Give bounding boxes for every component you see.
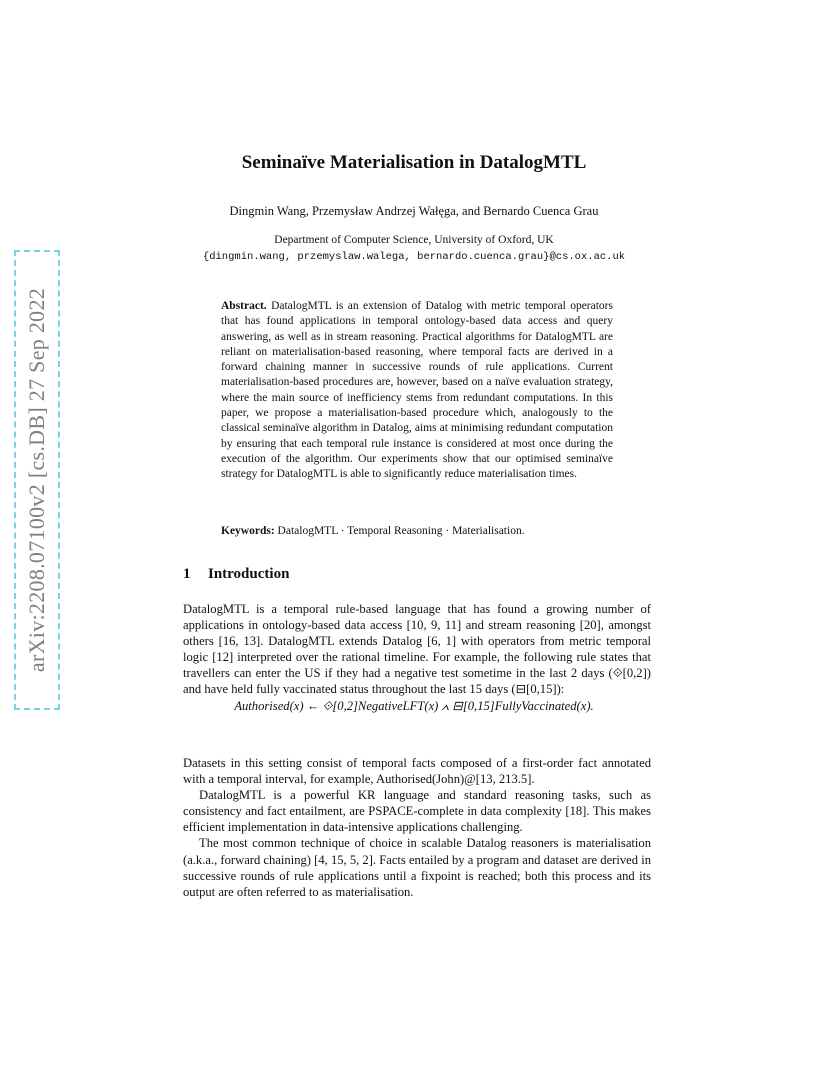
keywords [221, 525, 613, 537]
paragraph-1: DatalogMTL is a temporal rule-based language that has found a growing number of applications in ontology-based data access [10, 9, 11] and stream reasoning [20], amongst others [16, 13]. DatalogMTL extends Datalog [6, 1] with operators from metric temporal logic [12] interpreted over the rational timeline. For example, the following rule states that travellers can enter the US if they had a negative test sometime in the last 2 days (⟐[0,2]) and have held fully vaccinated status throughout the last 15 days (⊟[0,15]): [183, 602, 651, 697]
affiliation: Department of Computer Science, University of Oxford, UK [274, 234, 554, 246]
email: {dingmin.wang, przemyslaw.walega, bernardo.cuenca.grau}@cs.ox.ac.uk [202, 251, 626, 263]
paragraph-3: DatalogMTL is a powerful KR language and standard reasoning tasks, such as consistency and fact entailment, are PSPACE-complete in data complexity [18]. This makes efficient implementation in data-intensive applications challenging. [183, 788, 651, 835]
formula: Authorised(x) ← ⟐[0,2]NegativeLFT(x) ∧ ⊟[0,15]FullyVaccinated(x). [234, 699, 594, 713]
section-title: Introduction [208, 566, 290, 582]
arxiv-stamp [14, 250, 60, 710]
paragraph-4: The most common technique of choice in scalable Datalog reasoners is materialisation (a.k.a., forward chaining) [4, 15, 5, 2]. Facts entailed by a program and dataset are derived in successive rounds of rule applications until a fixpoint is reached; both this process and its output are often referred to as materialisation. [183, 836, 651, 899]
paragraph-2: Datasets in this setting consist of temporal facts composed of a first-order fact annotated with a temporal interval, for example, Authorised(John)@[13, 213.5]. [183, 756, 651, 787]
body-paragraphs [183, 755, 651, 900]
abstract-text: DatalogMTL is an extension of Datalog with metric temporal operators that has found applications in temporal ontology-based data access and query answering, as well as in stream reasoning. Practical algorithms for DatalogMTL are reliant on materialisation-based reasoning, where temporal facts are derived in a forward chaining manner in successive rounds of rule applications. Current materialisation-based procedures are, however, based on a naïve evaluation strategy, where the main source of inefficiency stems from redundant computations. In this paper, we propose a materialisation-based procedure which, analogously to the classical seminaïve algorithm in Datalog, aims at minimising redundant computation by ensuring that each temporal rule instance is considered at most once during the execution of the algorithm. Our experiments show that our optimised seminaïve strategy for DatalogMTL is able to significantly reduce materialisation times. [221, 300, 613, 481]
section-number: 1 [183, 566, 191, 582]
abstract [221, 299, 613, 483]
keywords-text: DatalogMTL · Temporal Reasoning · Materialisation. [277, 525, 525, 537]
section-heading [183, 566, 289, 583]
keywords-label: Keywords: [221, 525, 275, 537]
arxiv-id: arXiv:2208.07100v2 [cs.DB] 27 Sep 2022 [24, 287, 49, 673]
abstract-label: Abstract. [221, 300, 267, 312]
authors: Dingmin Wang, Przemysław Andrzej Wałęga, and Bernardo Cuenca Grau [229, 204, 599, 218]
paper-title: Seminaïve Materialisation in DatalogMTL [241, 152, 587, 173]
